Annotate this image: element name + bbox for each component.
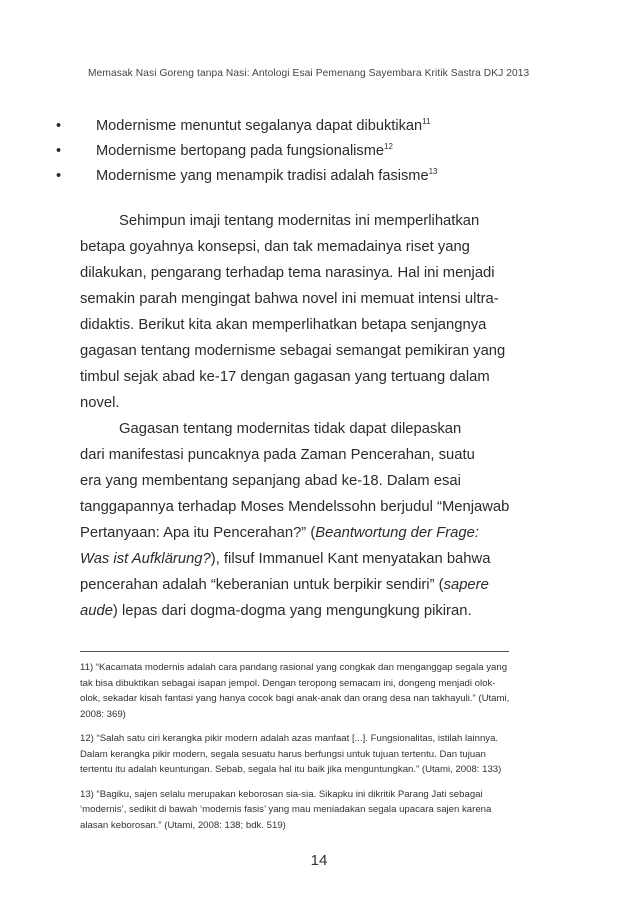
paragraph-line: gagasan tentang modernisme sebagai semangat pemikiran yang <box>80 343 506 359</box>
footnote-ref[interactable]: 13 <box>428 167 438 176</box>
paragraph-line: novel. <box>80 395 120 411</box>
paragraph-line: Gagasan tentang modernitas tidak dapat dilepaskan <box>119 421 462 437</box>
page-number: 14 <box>310 852 328 869</box>
paragraph-line: aude) lepas dari dogma-dogma yang mengungkung pikiran. <box>80 603 472 619</box>
bullet-marker: • <box>56 143 62 159</box>
footnote-13: 13) “Bagiku, sajen selalu merupakan keborosan sia-sia. Sikapku ini dikritik Parang Jati sebagai ‘modernis’, sedikit di bawah ‘modernis fasis’ yang mau meniadakan segala upacara sajen karena alasan keborosan.” (Utami, 2008: 138; bdk. 519) <box>80 788 492 831</box>
paragraph-line: era yang membentang sepanjang abad ke-18. Dalam esai <box>80 473 461 489</box>
bullet-item: • Modernisme bertopang pada fungsionalisme$^{12}$ <box>52 139 572 164</box>
running-header: Memasak Nasi Goreng tanpa Nasi: Antologi Esai Pemenang Sayembara Kritik Sastra DKJ 2013 <box>88 68 530 79</box>
paragraph-line: tanggapannya terhadap Moses Mendelssohn berjudul “Menjawab <box>80 499 510 515</box>
italic-title: Was ist Aufklärung? <box>80 551 211 567</box>
footnote-12: 12) “Salah satu ciri kerangka pikir modern adalah azas manfaat [...]. Fungsionalitas, istilah lainnya. Dalam kerangka pikir modern, segala sesuatu harus berfungsi untuk tujuan tertentu. Dan tujuan tertentu itu adalah keuntungan. Sebab, segala hal itu baik jika menguntungkan.” (Utami, 2008: 133) <box>80 733 502 775</box>
bullet-item: • Modernisme menuntut segalanya dapat dibuktikan$^{11}$ <box>52 114 572 139</box>
paragraph-line: Sehimpun imaji tentang modernitas ini memperlihatkan <box>119 213 480 229</box>
body-text <box>80 208 560 624</box>
paragraph-line: pencerahan adalah “keberanian untuk berpikir sendiri” (sapere <box>80 577 489 593</box>
bullet-marker: • <box>56 168 62 184</box>
paragraph-line: timbul sejak abad ke-17 dengan gagasan yang tertuang dalam <box>80 369 490 385</box>
bullet-marker: • <box>56 118 62 134</box>
footnotes <box>80 660 520 842</box>
paragraph-line: Was ist Aufklärung?), filsuf Immanuel Kant menyatakan bahwa <box>80 551 491 567</box>
paragraph-line: didaktis. Berikut kita akan memperlihatkan betapa senjangnya <box>80 317 487 333</box>
footnote-divider <box>80 651 509 652</box>
paragraph-line: betapa goyahnya konsepsi, dan tak memadainya riset yang <box>80 239 470 255</box>
paragraph-line: dilakukan, pengarang terhadap tema narasinya. Hal ini menjadi <box>80 265 495 281</box>
italic-title: Beantwortung der Frage: <box>315 525 479 541</box>
paragraph-line: Pertanyaan: Apa itu Pencerahan?” (Beantwortung der Frage: <box>80 525 479 541</box>
footnote-ref[interactable]: 11 <box>422 117 431 126</box>
bullet-item: • Modernisme yang menampik tradisi adalah fasisme$^{13}$ <box>52 164 572 189</box>
paragraph-line: semakin parah mengingat bahwa novel ini memuat intensi ultra- <box>80 291 499 307</box>
bullet-list <box>52 114 572 189</box>
footnote-ref[interactable]: 12 <box>384 142 393 151</box>
italic-term: aude <box>80 603 113 619</box>
italic-term: sapere <box>443 577 489 593</box>
footnote-11: 11) “Kacamata modernis adalah cara pandang rasional yang congkak dan menganggap segala yang tak bisa dibuktikan sebagai isapan jempol. Dengan teropong semacam ini, dongeng menjadi olok- olok, sekadar kisah fantasi yang hanya cocok bagi anak-anak dan orang desa nan takhayuli.” (Utami, 2008: 369) <box>80 662 510 720</box>
paragraph-line: dari manifestasi puncaknya pada Zaman Pencerahan, suatu <box>80 447 475 463</box>
